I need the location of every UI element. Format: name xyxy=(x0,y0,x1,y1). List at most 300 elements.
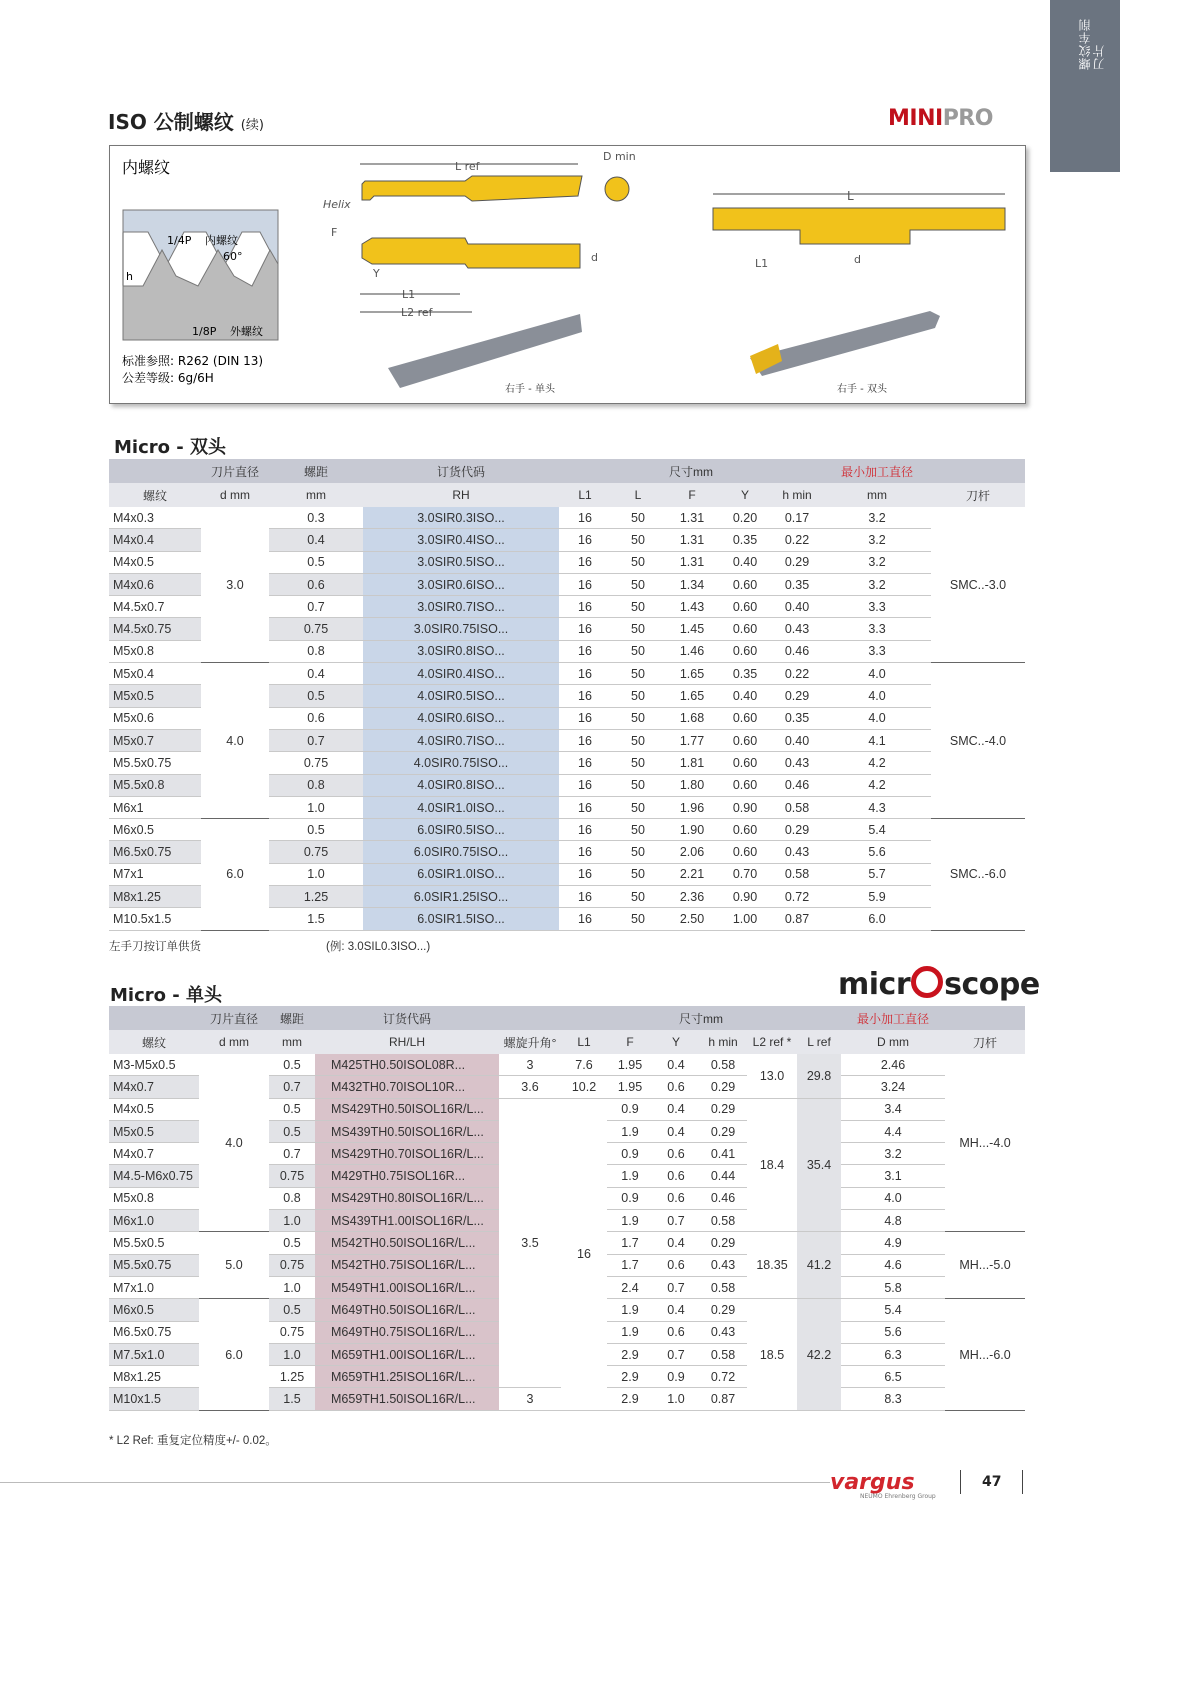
t1-h2-holder: 刀杆 xyxy=(931,483,1025,507)
table1-header-1 xyxy=(109,459,1025,483)
t2-h-code: 订货代码 xyxy=(315,1006,499,1030)
pitch-cell: 0.8 xyxy=(269,640,363,662)
order-code-cell: 6.0SIR1.5ISO... xyxy=(363,908,559,930)
hmin-cell: 0.22 xyxy=(771,529,823,551)
page-title xyxy=(108,106,264,135)
y-cell: 0.60 xyxy=(719,819,771,841)
pitch-cell: 0.4 xyxy=(269,663,363,685)
thread-cell: M6x0.5 xyxy=(109,1299,199,1321)
holder-cell: MH...-5.0 xyxy=(945,1232,1025,1299)
f-cell: 2.50 xyxy=(665,908,719,930)
min-dia-cell: 3.3 xyxy=(823,618,931,640)
holder-cell: MH...-6.0 xyxy=(945,1299,1025,1410)
pitch-cell: 0.5 xyxy=(269,819,363,841)
hmin-cell: 0.43 xyxy=(771,618,823,640)
pitch-cell: 0.75 xyxy=(269,1165,315,1187)
f-cell: 2.06 xyxy=(665,841,719,863)
table-row xyxy=(109,819,1025,841)
order-code-cell: M659TH1.25ISOL16R/L... xyxy=(315,1366,499,1388)
hmin-cell: 0.40 xyxy=(771,596,823,618)
l-cell: 50 xyxy=(611,908,665,930)
fig-d-min: D min xyxy=(603,150,636,163)
pitch-cell: 0.6 xyxy=(269,573,363,595)
pitch-cell: 0.4 xyxy=(269,529,363,551)
hmin-cell: 0.43 xyxy=(699,1321,747,1343)
y-cell: 0.9 xyxy=(653,1366,699,1388)
side-tab xyxy=(1050,0,1120,172)
y-cell: 0.60 xyxy=(719,640,771,662)
min-dia-cell: 4.2 xyxy=(823,774,931,796)
pitch-cell: 0.5 xyxy=(269,551,363,573)
microscope-logo-a: micr xyxy=(838,967,911,1002)
t1-h-dims: 尺寸mm xyxy=(559,459,823,483)
pitch-cell: 0.7 xyxy=(269,1143,315,1165)
order-code-cell: 3.0SIR0.4ISO... xyxy=(363,529,559,551)
dia-cell: 4.0 xyxy=(201,663,269,819)
t2-h2-hmin: h min xyxy=(699,1030,747,1054)
min-dia-cell: 5.9 xyxy=(823,886,931,908)
thread-cell: M5x0.5 xyxy=(109,1120,199,1142)
tool-side-shape xyxy=(362,238,580,268)
hmin-cell: 0.29 xyxy=(699,1098,747,1120)
hmin-cell: 0.58 xyxy=(699,1343,747,1365)
f-cell: 1.81 xyxy=(665,752,719,774)
section1-title: Micro - 双头 xyxy=(114,437,226,458)
hmin-cell: 0.58 xyxy=(699,1276,747,1298)
y-cell: 0.90 xyxy=(719,886,771,908)
t2-h-dims: 尺寸mm xyxy=(561,1006,841,1030)
hmin-cell: 0.29 xyxy=(771,551,823,573)
fig-internal-thread: 内螺纹 xyxy=(205,234,238,247)
t1-h2-l1: L1 xyxy=(559,483,611,507)
t2-h2-holder: 刀杆 xyxy=(945,1030,1025,1054)
fig-external-thread: 外螺纹 xyxy=(230,325,263,338)
helix-cell: 3 xyxy=(499,1054,561,1076)
l1-cell: 16 xyxy=(559,729,611,751)
y-cell: 0.60 xyxy=(719,841,771,863)
pitch-cell: 0.5 xyxy=(269,1054,315,1076)
pitch-cell: 0.5 xyxy=(269,685,363,707)
hmin-cell: 0.29 xyxy=(699,1076,747,1098)
f-cell: 1.96 xyxy=(665,796,719,818)
table1-header-2 xyxy=(109,483,1025,507)
pitch-cell: 1.5 xyxy=(269,908,363,930)
hmin-cell: 0.58 xyxy=(771,863,823,885)
section2-title: Micro - 单头 xyxy=(110,985,222,1006)
thread-cell: M8x1.25 xyxy=(109,1366,199,1388)
thread-cell: M4.5x0.7 xyxy=(109,596,201,618)
l1-cell: 16 xyxy=(559,529,611,551)
pitch-cell: 0.8 xyxy=(269,774,363,796)
fig-standard-ref: 标准参照: R262 (DIN 13) xyxy=(122,354,264,368)
fig-caption-double: 右手 - 双头 xyxy=(837,384,887,395)
hmin-cell: 0.17 xyxy=(771,507,823,529)
y-cell: 0.7 xyxy=(653,1210,699,1232)
l1-cell: 16 xyxy=(559,796,611,818)
l-ref-cell: 42.2 xyxy=(797,1299,841,1410)
l-cell: 50 xyxy=(611,707,665,729)
l1-cell: 10.2 xyxy=(561,1076,607,1098)
order-code-cell: M659TH1.00ISOL16R/L... xyxy=(315,1343,499,1365)
y-cell: 0.7 xyxy=(653,1276,699,1298)
t2-h2-d: d mm xyxy=(199,1030,269,1054)
t2-h2-mm: mm xyxy=(269,1030,315,1054)
thread-cell: M5x0.8 xyxy=(109,640,201,662)
fig-internal-label: 内螺纹 xyxy=(122,158,171,177)
min-dia-cell: 4.0 xyxy=(823,685,931,707)
min-dia-cell: 3.2 xyxy=(823,529,931,551)
y-cell: 1.0 xyxy=(653,1388,699,1410)
f-cell: 1.9 xyxy=(607,1165,653,1187)
l1-cell: 16 xyxy=(559,573,611,595)
pitch-cell: 0.7 xyxy=(269,1076,315,1098)
hmin-cell: 0.46 xyxy=(699,1187,747,1209)
t2-h-min-dia: 最小加工直径 xyxy=(841,1006,945,1030)
hmin-cell: 0.58 xyxy=(771,796,823,818)
t2-h-dia: 刀片直径 xyxy=(199,1006,269,1030)
f-cell: 2.21 xyxy=(665,863,719,885)
min-dia-cell: 3.2 xyxy=(823,507,931,529)
pitch-cell: 1.0 xyxy=(269,1276,315,1298)
hmin-cell: 0.43 xyxy=(771,752,823,774)
order-code-cell: MS439TH1.00ISOL16R/L... xyxy=(315,1210,499,1232)
t1-h-dia: 刀片直径 xyxy=(201,459,269,483)
order-code-cell: 4.0SIR1.0ISO... xyxy=(363,796,559,818)
thread-cell: M4.5x0.75 xyxy=(109,618,201,640)
t2-h2-dmm: D mm xyxy=(841,1030,945,1054)
table-row xyxy=(109,1054,1025,1076)
order-code-cell: MS439TH0.50ISOL16R/L... xyxy=(315,1120,499,1142)
order-code-cell: MS429TH0.70ISOL16R/L... xyxy=(315,1143,499,1165)
order-code-cell: 3.0SIR0.8ISO... xyxy=(363,640,559,662)
hmin-cell: 0.44 xyxy=(699,1165,747,1187)
pitch-cell: 1.0 xyxy=(269,863,363,885)
min-dia-cell: 5.7 xyxy=(823,863,931,885)
min-dia-cell: 4.0 xyxy=(823,663,931,685)
pitch-cell: 1.25 xyxy=(269,886,363,908)
l2-footnote: * L2 Ref: 重复定位精度+/- 0.02。 xyxy=(109,1435,277,1447)
microscope-logo-b: scope xyxy=(944,967,1040,1002)
y-cell: 0.7 xyxy=(653,1343,699,1365)
order-code-cell: 4.0SIR0.7ISO... xyxy=(363,729,559,751)
l1-cell: 16 xyxy=(559,685,611,707)
y-cell: 0.60 xyxy=(719,729,771,751)
thread-figure xyxy=(109,145,1026,404)
pitch-cell: 1.0 xyxy=(269,1210,315,1232)
y-cell: 0.60 xyxy=(719,596,771,618)
order-code-cell: M549TH1.00ISOL16R/L... xyxy=(315,1276,499,1298)
l2-ref-cell: 18.4 xyxy=(747,1098,797,1232)
pitch-cell: 0.75 xyxy=(269,1321,315,1343)
table-row xyxy=(109,663,1025,685)
l-ref-cell: 29.8 xyxy=(797,1054,841,1098)
hmin-cell: 0.46 xyxy=(771,640,823,662)
t2-h-pitch: 螺距 xyxy=(269,1006,315,1030)
f-cell: 1.31 xyxy=(665,551,719,573)
t2-h2-helix: 螺旋升角° xyxy=(499,1030,561,1054)
thread-cell: M6.5x0.75 xyxy=(109,1321,199,1343)
thread-cell: M4x0.7 xyxy=(109,1076,199,1098)
hmin-cell: 0.58 xyxy=(699,1054,747,1076)
hmin-cell: 0.29 xyxy=(699,1120,747,1142)
min-dia-cell: 3.2 xyxy=(823,551,931,573)
fig-eighth-p: 1/8P xyxy=(192,325,217,338)
min-dia-cell: 5.4 xyxy=(823,819,931,841)
tool-render-double xyxy=(750,311,940,376)
holder-cell: SMC..-4.0 xyxy=(931,663,1025,819)
l-cell: 50 xyxy=(611,863,665,885)
pitch-cell: 0.75 xyxy=(269,618,363,640)
pitch-cell: 1.0 xyxy=(269,1343,315,1365)
y-cell: 0.4 xyxy=(653,1098,699,1120)
min-dia-cell: 5.6 xyxy=(841,1321,945,1343)
min-dia-cell: 3.3 xyxy=(823,640,931,662)
f-cell: 1.7 xyxy=(607,1232,653,1254)
min-dia-cell: 4.0 xyxy=(823,707,931,729)
l2-ref-cell: 18.35 xyxy=(747,1232,797,1299)
fig-tolerance: 公差等级: 6g/6H xyxy=(122,371,214,385)
y-cell: 1.00 xyxy=(719,908,771,930)
l1-cell: 16 xyxy=(559,841,611,863)
l-ref-cell: 35.4 xyxy=(797,1098,841,1232)
microscope-logo xyxy=(838,966,1040,1002)
f-cell: 1.68 xyxy=(665,707,719,729)
y-cell: 0.35 xyxy=(719,663,771,685)
t1-h2-mm: mm xyxy=(269,483,363,507)
order-code-cell: M659TH1.50ISOL16R/L... xyxy=(315,1388,499,1410)
pitch-cell: 1.25 xyxy=(269,1366,315,1388)
min-dia-cell: 4.3 xyxy=(823,796,931,818)
hmin-cell: 0.87 xyxy=(699,1388,747,1410)
thread-cell: M5x0.4 xyxy=(109,663,201,685)
fig-y: Y xyxy=(373,267,380,280)
y-cell: 0.4 xyxy=(653,1120,699,1142)
t2-h2-f: F xyxy=(607,1030,653,1054)
f-cell: 0.9 xyxy=(607,1098,653,1120)
pitch-cell: 0.3 xyxy=(269,507,363,529)
hmin-cell: 0.43 xyxy=(771,841,823,863)
fig-l1: L1 xyxy=(402,288,416,301)
t1-h2-d: d mm xyxy=(201,483,269,507)
thread-cell: M5.5x0.75 xyxy=(109,752,201,774)
thread-cell: M4.5-M6x0.75 xyxy=(109,1165,199,1187)
f-cell: 1.65 xyxy=(665,685,719,707)
order-code-cell: MS429TH0.50ISOL16R/L... xyxy=(315,1098,499,1120)
t1-h2-hmin: h min xyxy=(771,483,823,507)
hmin-cell: 0.41 xyxy=(699,1143,747,1165)
min-dia-cell: 4.1 xyxy=(823,729,931,751)
microscope-o-icon xyxy=(911,966,943,998)
min-dia-cell: 6.5 xyxy=(841,1366,945,1388)
hmin-cell: 0.87 xyxy=(771,908,823,930)
y-cell: 0.70 xyxy=(719,863,771,885)
f-cell: 1.9 xyxy=(607,1210,653,1232)
thread-cell: M7x1 xyxy=(109,863,201,885)
y-cell: 0.40 xyxy=(719,685,771,707)
insert-drawing xyxy=(713,208,1005,244)
vargus-logo: vargus xyxy=(830,1470,915,1495)
thread-cell: M5x0.5 xyxy=(109,685,201,707)
thread-cell: M6x0.5 xyxy=(109,819,201,841)
y-cell: 0.35 xyxy=(719,529,771,551)
order-code-cell: 4.0SIR0.8ISO... xyxy=(363,774,559,796)
page-number: 47 xyxy=(982,1474,1002,1490)
min-dia-cell: 4.6 xyxy=(841,1254,945,1276)
hmin-cell: 0.35 xyxy=(771,707,823,729)
min-dia-cell: 5.8 xyxy=(841,1276,945,1298)
fig-l1-b: L1 xyxy=(755,257,769,270)
t1-h2-thread: 螺纹 xyxy=(109,483,201,507)
order-code-cell: 3.0SIR0.75ISO... xyxy=(363,618,559,640)
pitch-cell: 1.5 xyxy=(269,1388,315,1410)
l-ref-cell: 41.2 xyxy=(797,1232,841,1299)
fig-l-ref: L ref xyxy=(455,160,480,173)
t2-h2-l2: L2 ref * xyxy=(747,1030,797,1054)
tool-render-single xyxy=(388,314,582,388)
f-cell: 2.9 xyxy=(607,1343,653,1365)
fig-quarter-p: 1/4P xyxy=(167,234,192,247)
order-code-cell: 3.0SIR0.3ISO... xyxy=(363,507,559,529)
fig-l2-ref: L2 ref xyxy=(401,306,433,319)
hmin-cell: 0.43 xyxy=(699,1254,747,1276)
y-cell: 0.60 xyxy=(719,774,771,796)
l-cell: 50 xyxy=(611,752,665,774)
thread-cell: M4x0.5 xyxy=(109,551,201,573)
l-cell: 50 xyxy=(611,551,665,573)
l-cell: 50 xyxy=(611,841,665,863)
t1-h-code: 订货代码 xyxy=(363,459,559,483)
t1-h-pitch: 螺距 xyxy=(269,459,363,483)
hmin-cell: 0.40 xyxy=(771,729,823,751)
hmin-cell: 0.46 xyxy=(771,774,823,796)
f-cell: 1.9 xyxy=(607,1299,653,1321)
f-cell: 1.34 xyxy=(665,573,719,595)
holder-cell: SMC..-6.0 xyxy=(931,819,1025,930)
page-title-text: ISO 公制螺纹 xyxy=(108,110,234,134)
min-dia-cell: 6.3 xyxy=(841,1343,945,1365)
y-cell: 0.4 xyxy=(653,1232,699,1254)
thread-cell: M7x1.0 xyxy=(109,1276,199,1298)
f-cell: 1.31 xyxy=(665,529,719,551)
y-cell: 0.60 xyxy=(719,618,771,640)
fig-caption-single: 右手 - 单头 xyxy=(505,384,555,395)
f-cell: 1.45 xyxy=(665,618,719,640)
f-cell: 2.9 xyxy=(607,1388,653,1410)
l-cell: 50 xyxy=(611,640,665,662)
l-cell: 50 xyxy=(611,529,665,551)
order-code-cell: 4.0SIR0.6ISO... xyxy=(363,707,559,729)
dia-cell: 4.0 xyxy=(199,1054,269,1232)
f-cell: 2.9 xyxy=(607,1366,653,1388)
thread-cell: M5.5x0.5 xyxy=(109,1232,199,1254)
order-code-cell: 3.0SIR0.6ISO... xyxy=(363,573,559,595)
order-code-cell: 3.0SIR0.7ISO... xyxy=(363,596,559,618)
order-code-cell: 4.0SIR0.5ISO... xyxy=(363,685,559,707)
min-dia-cell: 2.46 xyxy=(841,1054,945,1076)
vargus-logo-sub: NEUMO Ehrenberg Group xyxy=(860,1493,936,1500)
thread-cell: M4x0.4 xyxy=(109,529,201,551)
order-code-cell: 4.0SIR0.75ISO... xyxy=(363,752,559,774)
y-cell: 0.6 xyxy=(653,1165,699,1187)
l1-cell: 16 xyxy=(559,507,611,529)
f-cell: 1.31 xyxy=(665,507,719,529)
l-cell: 50 xyxy=(611,596,665,618)
f-cell: 0.9 xyxy=(607,1187,653,1209)
min-dia-cell: 4.9 xyxy=(841,1232,945,1254)
dia-cell: 6.0 xyxy=(199,1299,269,1410)
min-dia-cell: 4.8 xyxy=(841,1210,945,1232)
t2-h2-l1: L1 xyxy=(561,1030,607,1054)
t1-h2-f: F xyxy=(665,483,719,507)
f-cell: 1.46 xyxy=(665,640,719,662)
f-cell: 2.36 xyxy=(665,886,719,908)
f-cell: 0.9 xyxy=(607,1143,653,1165)
minipro-logo-a: MINI xyxy=(888,106,943,131)
y-cell: 0.6 xyxy=(653,1143,699,1165)
left-hand-note: 左手刀按订单供货 xyxy=(109,941,201,953)
pitch-cell: 0.75 xyxy=(269,752,363,774)
min-dia-cell: 8.3 xyxy=(841,1388,945,1410)
thread-cell: M6x1.0 xyxy=(109,1210,199,1232)
min-dia-cell: 4.2 xyxy=(823,752,931,774)
f-cell: 1.95 xyxy=(607,1076,653,1098)
hmin-cell: 0.29 xyxy=(699,1299,747,1321)
holder-cell: MH...-4.0 xyxy=(945,1054,1025,1232)
l1-cell: 16 xyxy=(561,1098,607,1410)
f-cell: 2.4 xyxy=(607,1276,653,1298)
l-cell: 50 xyxy=(611,573,665,595)
l-cell: 50 xyxy=(611,774,665,796)
hmin-cell: 0.35 xyxy=(771,573,823,595)
y-cell: 0.4 xyxy=(653,1054,699,1076)
l1-cell: 16 xyxy=(559,886,611,908)
micro-single-table xyxy=(109,1006,1025,1411)
order-code-cell: M649TH0.75ISOL16R/L... xyxy=(315,1321,499,1343)
f-cell: 1.65 xyxy=(665,663,719,685)
l1-cell: 16 xyxy=(559,551,611,573)
l-cell: 50 xyxy=(611,886,665,908)
min-dia-cell: 3.2 xyxy=(841,1143,945,1165)
order-code-cell: 3.0SIR0.5ISO... xyxy=(363,551,559,573)
l1-cell: 16 xyxy=(559,707,611,729)
hmin-cell: 0.29 xyxy=(699,1232,747,1254)
y-cell: 0.6 xyxy=(653,1254,699,1276)
l1-cell: 16 xyxy=(559,774,611,796)
l2-ref-cell: 13.0 xyxy=(747,1054,797,1098)
min-dia-cell: 3.4 xyxy=(841,1098,945,1120)
pitch-cell: 0.5 xyxy=(269,1232,315,1254)
pitch-cell: 0.7 xyxy=(269,729,363,751)
l2-ref-cell: 18.5 xyxy=(747,1299,797,1410)
l-cell: 50 xyxy=(611,685,665,707)
footer-separator xyxy=(960,1470,961,1494)
y-cell: 0.40 xyxy=(719,551,771,573)
f-cell: 1.7 xyxy=(607,1254,653,1276)
dia-cell: 5.0 xyxy=(199,1232,269,1299)
y-cell: 0.60 xyxy=(719,707,771,729)
t1-h2-mm2: mm xyxy=(823,483,931,507)
thread-cell: M5x0.7 xyxy=(109,729,201,751)
t2-h2-thread: 螺纹 xyxy=(109,1030,199,1054)
thread-cell: M5x0.8 xyxy=(109,1187,199,1209)
l-cell: 50 xyxy=(611,819,665,841)
min-dia-cell: 6.0 xyxy=(823,908,931,930)
fig-d: d xyxy=(591,251,598,264)
t1-h2-rh: RH xyxy=(363,483,559,507)
tool-end-view xyxy=(605,177,629,201)
f-cell: 1.9 xyxy=(607,1120,653,1142)
thread-cell: M4x0.3 xyxy=(109,507,201,529)
